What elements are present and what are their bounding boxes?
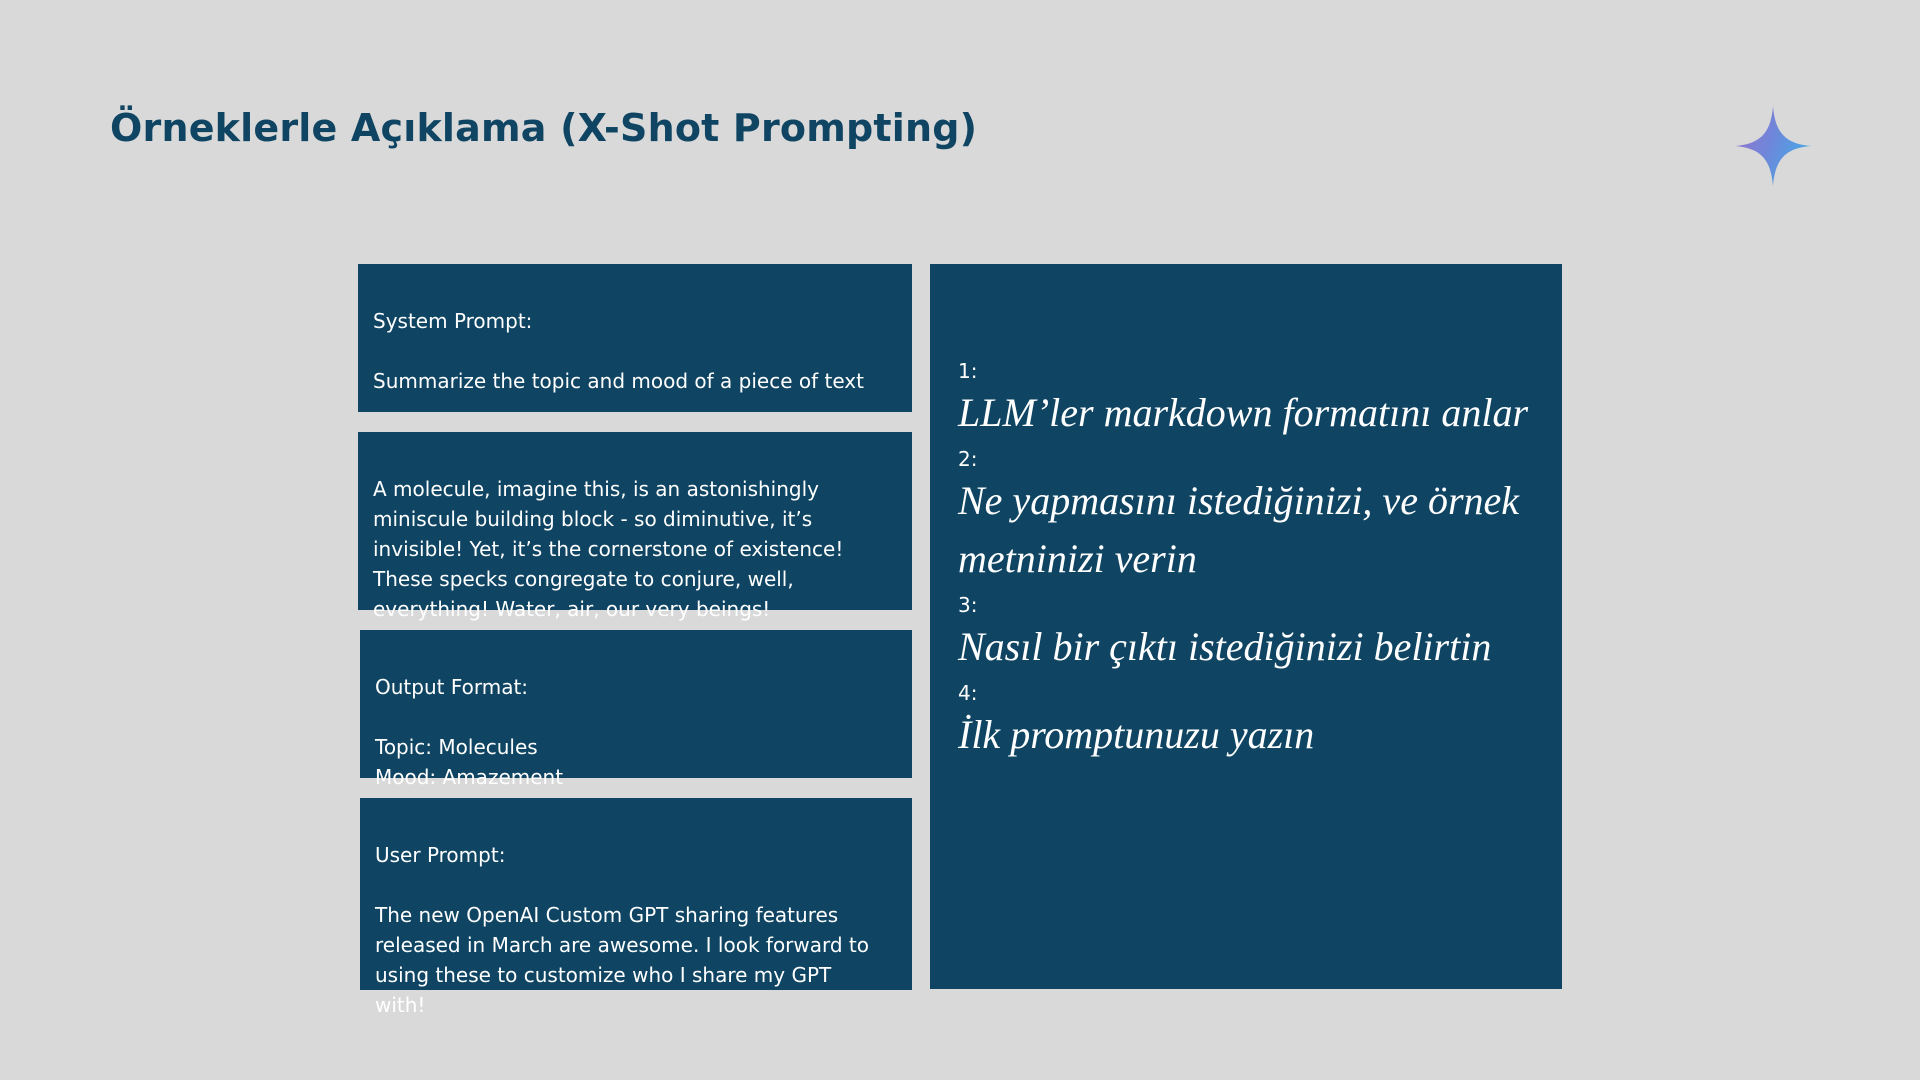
step-number: 1: xyxy=(958,359,978,383)
step-text: İlk promptunuzu yazın xyxy=(958,712,1315,757)
steps-panel xyxy=(930,264,1562,989)
output-format-box xyxy=(360,630,912,789)
user-prompt-text: User Prompt: The new OpenAI Custom GPT sharing features released in March are awesome. I look forward to using these to customize who I share my GPT with! xyxy=(375,843,870,1017)
step-text: LLM’ler markdown formatını anlar xyxy=(958,390,1529,435)
step-item xyxy=(958,358,1542,442)
step-item xyxy=(958,446,1542,588)
sparkle-icon xyxy=(1735,106,1811,186)
step-text: Nasıl bir çıktı istediğinizi belirtin xyxy=(958,624,1492,669)
output-format-text: Output Format: Topic: Molecules Mood: Amazement xyxy=(375,675,564,789)
system-prompt-text: System Prompt: Summarize the topic and mood of a piece of text xyxy=(373,309,864,393)
step-number: 4: xyxy=(958,681,978,705)
system-prompt-box xyxy=(358,264,912,412)
example-text-box xyxy=(358,432,912,621)
step-number: 3: xyxy=(958,593,978,617)
step-number: 2: xyxy=(958,447,978,471)
step-item xyxy=(958,680,1542,764)
slide-title: Örneklerle Açıklama (X-Shot Prompting) xyxy=(110,106,978,150)
step-text: Ne yapmasını istediğinizi, ve örnek metninizi verin xyxy=(958,478,1520,581)
user-prompt-box xyxy=(360,798,912,1017)
example-text: A molecule, imagine this, is an astonishingly miniscule building block - so diminutive, it’s invisible! Yet, it’s the cornerstone of existence! These specks congregate to conjure, well, everything! Water, air, our very beings! xyxy=(373,477,844,621)
step-item xyxy=(958,592,1542,676)
